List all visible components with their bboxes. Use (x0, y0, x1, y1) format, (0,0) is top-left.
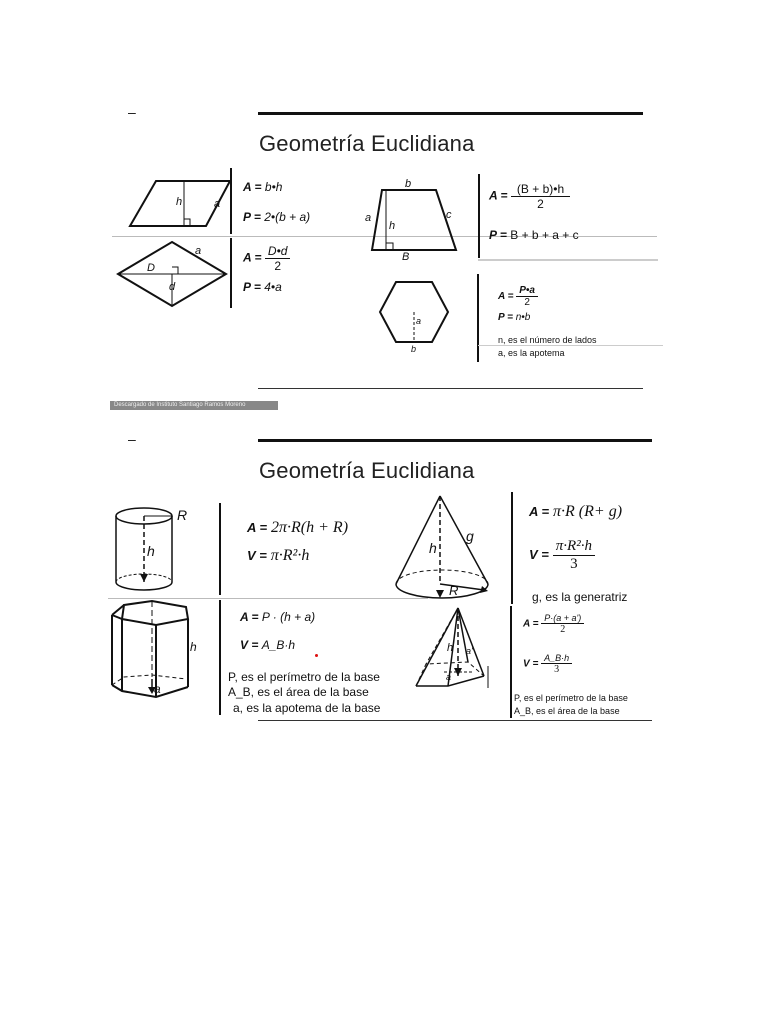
rhombus-area-denominator: 2 (274, 259, 282, 273)
cylinder-area-label: A = (247, 520, 268, 535)
parallelogram-area-formula (243, 180, 282, 194)
hexagon-perimeter-label: P = (498, 312, 513, 323)
cone-g-label: g (466, 528, 474, 544)
parallelogram-area-expr: b•h (264, 180, 283, 194)
rhombus-perimeter-label: P = (243, 280, 261, 294)
slide1-right-separator (478, 259, 658, 261)
parallelogram-perimeter-label: P = (243, 210, 261, 224)
rhombus-area-label: A = (243, 250, 262, 265)
slide2-title: Geometría Euclidiana (259, 458, 475, 483)
rhombus-figure (116, 240, 228, 308)
parallelogram-area-label: A = (243, 180, 262, 194)
pyramid-figure (414, 606, 496, 690)
slide1-bottom-band (478, 345, 663, 346)
prism-divider (219, 600, 221, 715)
prism-volume-formula (240, 638, 295, 652)
cone-R-label: R (449, 583, 459, 598)
cone-divider (511, 492, 513, 604)
prism-area-formula (240, 610, 315, 624)
trapezoid-perimeter-formula (489, 228, 579, 242)
cylinder-volume-formula (247, 547, 309, 565)
parallelogram-perimeter-expr: 2•(b + a) (264, 210, 311, 224)
cylinder-area-formula (247, 519, 348, 537)
prism-area-label: A = (240, 610, 259, 624)
trapezoid-area-formula (489, 182, 570, 211)
pyramid-area-denominator: 2 (560, 624, 566, 635)
hexagon-note-a: a, es la apotema (498, 348, 565, 358)
pyramid-note-ab: A_B, es el área de la base (514, 706, 620, 716)
pyramid-area-fraction (541, 613, 584, 635)
rhombus-d-label: d (169, 281, 176, 293)
trapezoid-b-label: b (405, 178, 412, 190)
cone-figure (392, 494, 496, 606)
parallelogram-divider (230, 168, 232, 234)
slide1-bottom-rule (258, 388, 643, 389)
trapezoid-perimeter-label: P = (489, 228, 507, 242)
trapezoid-area-numerator: (B + b)•h (511, 182, 570, 197)
cone-area-formula (529, 503, 622, 521)
pyramid-a-prime-label: a' (466, 646, 473, 656)
red-dot (315, 654, 318, 657)
parallelogram-h-label: h (176, 196, 183, 208)
cone-volume-denominator: 3 (570, 556, 578, 572)
pyramid-h-label: h (447, 642, 454, 654)
cylinder-volume-label: V = (247, 548, 267, 563)
cylinder-area-expr: 2π·R(h + R) (271, 519, 349, 536)
trapezoid-area-fraction (511, 182, 570, 211)
slide2-dash: – (128, 431, 136, 447)
pyramid-area-label: A = (523, 618, 539, 630)
prism-note-p: P, es el perímetro de la base (228, 670, 380, 684)
prism-h-label: h (190, 640, 197, 654)
cylinder-divider (219, 503, 221, 595)
slide1-dash: – (128, 104, 136, 120)
pyramid-divider (510, 606, 512, 718)
pyramid-volume-numerator: A_B·h (541, 653, 572, 664)
hexagon-perimeter-formula (498, 312, 530, 323)
cylinder-R-label: R (177, 507, 188, 523)
pyramid-volume-denominator: 3 (554, 664, 560, 675)
cylinder-volume-expr: π·R²·h (270, 547, 310, 564)
trapezoid-c-label: c (446, 209, 452, 221)
rhombus-area-fraction (265, 244, 291, 273)
trapezoid-a-label: a (365, 212, 372, 224)
slide1-source-caption: Descargado de Instituto Santiago Ramos Moreno (110, 401, 278, 410)
rhombus-divider (230, 238, 232, 308)
prism-note-ab: A_B, es el área de la base (228, 685, 369, 699)
parallelogram-a-label: a (214, 198, 221, 210)
hexagon-a-label: a (416, 316, 422, 326)
trapezoid-h-label: h (389, 220, 396, 232)
hexagon-area-denominator: 2 (524, 297, 530, 308)
cone-area-expr: π·R (R+ g) (553, 503, 623, 520)
rhombus-area-numerator: D•d (265, 244, 291, 259)
rhombus-perimeter-expr: 4•a (264, 280, 282, 294)
prism-area-expr: P · (h + a) (261, 610, 316, 624)
trapezoid-B-label: B (402, 251, 410, 263)
hexagon-note-n: n, es el número de lados (498, 335, 597, 345)
slide2-top-rule (258, 439, 652, 442)
cone-h-label: h (429, 540, 437, 556)
trapezoid-area-label: A = (489, 188, 508, 203)
rhombus-area-formula (243, 244, 290, 273)
hexagon-perimeter-expr: n•b (515, 312, 531, 323)
prism-volume-expr: A_B·h (261, 638, 296, 652)
cone-note-g: g, es la generatriz (532, 590, 628, 604)
hexagon-area-numerator: P•a (516, 285, 538, 297)
slide1-top-rule (258, 112, 643, 115)
prism-volume-label: V = (240, 638, 259, 652)
pyramid-volume-formula (523, 653, 572, 675)
parallelogram-perimeter-formula (243, 210, 310, 224)
pyramid-note-p: P, es el perímetro de la base (514, 693, 628, 703)
prism-note-a: a, es la apotema de la base (233, 701, 381, 715)
pyramid-area-numerator: P·(a + a') (541, 613, 584, 624)
trapezoid-divider (478, 174, 480, 258)
prism-figure (108, 599, 198, 701)
hexagon-divider (477, 274, 479, 362)
cone-volume-numerator: π·R²·h (553, 538, 595, 556)
trapezoid-figure (362, 188, 458, 252)
trapezoid-perimeter-expr: B + b + a + c (510, 228, 579, 242)
cone-area-label: A = (529, 504, 550, 519)
cone-volume-label: V = (529, 547, 549, 563)
prism-a-label: a (154, 682, 161, 696)
hexagon-figure (378, 280, 450, 344)
trapezoid-area-denominator: 2 (537, 197, 544, 211)
rhombus-D-label: D (147, 262, 155, 274)
pyramid-area-formula (523, 613, 584, 635)
hexagon-area-fraction (516, 285, 538, 308)
hexagon-area-formula (498, 285, 538, 308)
hexagon-b-label: b (411, 344, 417, 354)
cylinder-h-label: h (147, 543, 155, 559)
slide2-bottom-rule (258, 720, 652, 721)
pyramid-volume-fraction (541, 653, 572, 675)
rhombus-perimeter-formula (243, 280, 282, 294)
cone-volume-fraction (553, 538, 595, 573)
rhombus-a-label: a (195, 245, 202, 257)
hexagon-area-label: A = (498, 291, 514, 303)
pyramid-a-label: a (446, 672, 452, 682)
pyramid-volume-label: V = (523, 658, 539, 670)
cone-volume-formula (529, 538, 595, 573)
slide1-title: Geometría Euclidiana (259, 131, 475, 156)
